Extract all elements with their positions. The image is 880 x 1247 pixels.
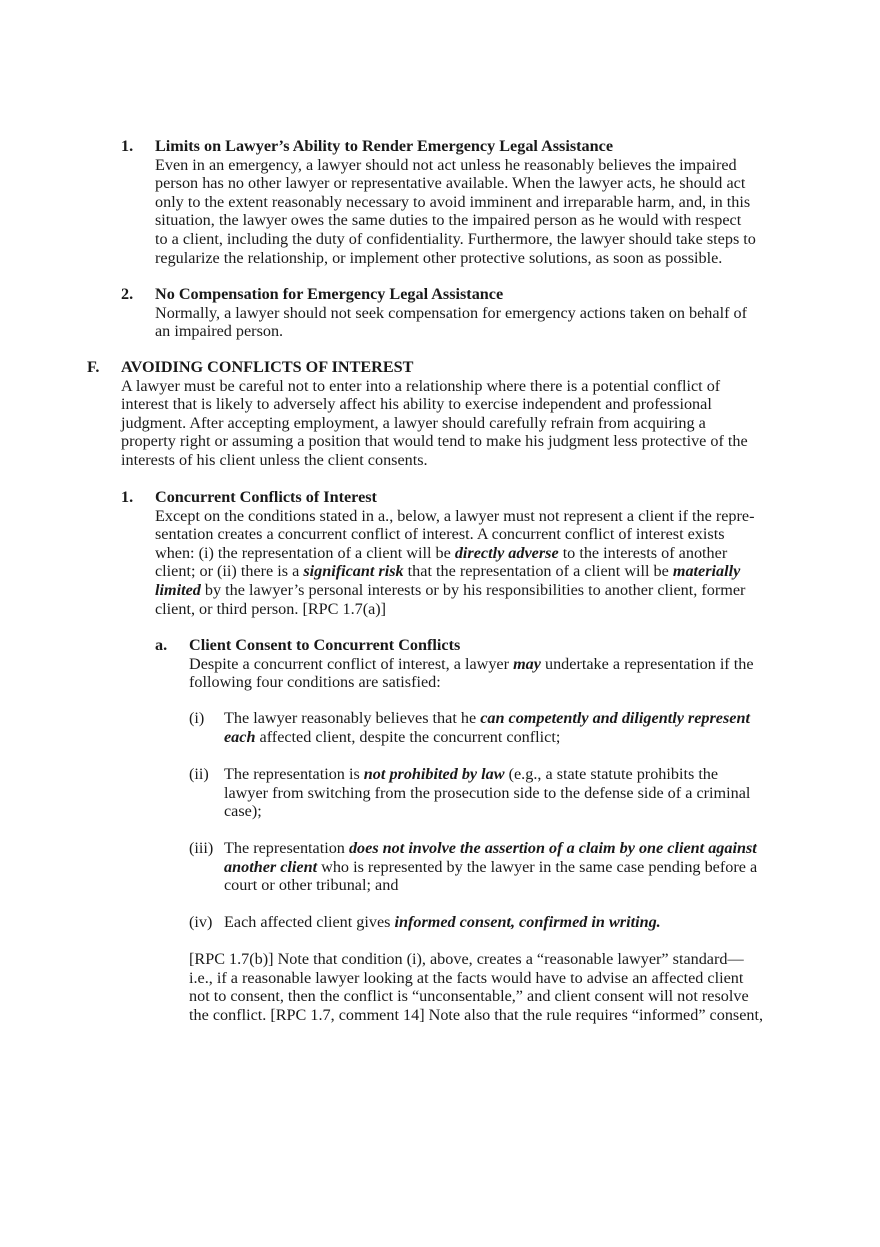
emphasis: materially <box>672 562 741 581</box>
closing-paragraph <box>189 950 824 1024</box>
text-run: (e.g., a state statute prohibits the <box>504 765 719 783</box>
concurrent-line: sentation creates a concurrent conflict of interest. A concurrent conflict of interest exists <box>155 525 725 544</box>
client-consent <box>189 636 819 692</box>
condition-line: case); <box>224 802 262 821</box>
emphasis: does not involve the assertion of a claim by one client against <box>348 839 757 857</box>
section-2-number: 2. <box>121 285 134 303</box>
closing-line: i.e., if a reasonable lawyer looking at the facts would have to advise an affected client <box>189 968 744 987</box>
section-1 <box>155 137 815 267</box>
emphasis: can competently and diligently represent <box>480 709 750 727</box>
section-f-line: interest that is likely to adversely affect his ability to exercise independent and professional <box>121 395 712 414</box>
condition-line <box>224 709 824 728</box>
text-run: to the interests of another <box>558 543 728 562</box>
section-f-line: judgment. After accepting employment, a lawyer should carefully refrain from acquiring a <box>121 413 706 432</box>
text-run: affected client, despite the concurrent conflict; <box>255 727 561 746</box>
condition-iv <box>224 913 824 932</box>
text-run: by the lawyer’s personal interests or by his responsibilities to another client, former <box>200 580 746 599</box>
condition-iii <box>224 839 824 895</box>
client-consent-line: following four conditions are satisfied: <box>189 673 441 692</box>
text-run: The lawyer reasonably believes that he <box>224 709 481 727</box>
subsection-a-letter: a. <box>155 636 168 654</box>
condition-i-label: (i) <box>189 709 205 727</box>
subsection-1-number: 1. <box>121 488 134 506</box>
condition-iii-label: (iii) <box>189 839 214 857</box>
concurrent-line: Except on the conditions stated in a., below, a lawyer must not represent a client if the repre- <box>155 506 755 525</box>
emphasis: not prohibited by law <box>363 765 505 783</box>
condition-line <box>224 913 824 932</box>
text-run: Despite a concurrent conflict of interest, a lawyer <box>189 654 514 673</box>
concurrent-line <box>155 581 820 600</box>
section-2-heading: No Compensation for Emergency Legal Assistance <box>155 285 504 303</box>
section-2-line: an impaired person. <box>155 322 284 341</box>
concurrent-conflicts-heading: Concurrent Conflicts of Interest <box>155 488 377 506</box>
client-consent-heading: Client Consent to Concurrent Conflicts <box>189 636 461 654</box>
emphasis: significant risk <box>303 562 404 581</box>
section-2-line: Normally, a lawyer should not seek compensation for emergency actions taken on behalf of <box>155 303 748 322</box>
section-1-line: regularize the relationship, or implement other protective solutions, as soon as possible. <box>155 248 723 267</box>
text-run: that the representation of a client will be <box>403 562 673 581</box>
section-2 <box>155 285 815 341</box>
emphasis: may <box>513 654 541 673</box>
text-run: The representation is <box>224 765 364 783</box>
emphasis: limited <box>155 580 201 599</box>
emphasis: informed consent, confirmed in writing. <box>394 913 661 931</box>
section-1-heading: Limits on Lawyer’s Ability to Render Emergency Legal Assistance <box>155 137 614 155</box>
condition-line: court or other tribunal; and <box>224 876 399 895</box>
condition-iv-label: (iv) <box>189 913 213 931</box>
client-consent-line <box>189 655 819 674</box>
section-1-line: only to the extent reasonably necessary to avoid imminent and irreparable harm, and, in this <box>155 192 751 211</box>
text-run: client; or (ii) there is a <box>155 562 304 581</box>
closing-line: not to consent, then the conflict is “unconsentable,” and client consent will not resolve <box>189 987 749 1006</box>
text-run: who is represented by the lawyer in the same case pending before a <box>317 857 758 876</box>
emphasis: each <box>224 727 256 746</box>
condition-line <box>224 858 824 877</box>
concurrent-line <box>155 562 820 581</box>
section-1-line: Even in an emergency, a lawyer should not act unless he reasonably believes the impaired <box>155 155 737 174</box>
section-f-line: A lawyer must be careful not to enter into a relationship where there is a potential conflict of <box>121 376 721 395</box>
section-f-line: property right or assuming a position that would tend to make his judgment less protective of the <box>121 432 748 451</box>
condition-ii-label: (ii) <box>189 765 209 783</box>
text-run: The representation <box>224 839 349 857</box>
condition-line <box>224 839 824 858</box>
text-run: undertake a representation if the <box>540 654 754 673</box>
section-f-heading: AVOIDING CONFLICTS OF INTEREST <box>121 358 414 376</box>
condition-ii <box>224 765 824 821</box>
emphasis: another client <box>224 857 318 876</box>
condition-line <box>224 728 824 747</box>
section-1-line: to a client, including the duty of confidentiality. Furthermore, the lawyer should take steps to <box>155 229 756 248</box>
section-1-number: 1. <box>121 137 134 155</box>
condition-line <box>224 765 824 784</box>
section-f <box>121 358 821 470</box>
closing-line: the conflict. [RPC 1.7, comment 14] Note also that the rule requires “informed” consent, <box>189 1005 764 1024</box>
section-f-line: interests of his client unless the client consents. <box>121 450 428 469</box>
text-run: Each affected client gives <box>224 913 395 931</box>
concurrent-line <box>155 544 820 563</box>
condition-line: lawyer from switching from the prosecution side to the defense side of a criminal <box>224 783 751 802</box>
section-1-line: person has no other lawyer or representative available. When the lawyer acts, he should act <box>155 174 746 193</box>
text-run: when: (i) the representation of a client will be <box>155 543 455 562</box>
section-f-letter: F. <box>87 358 100 376</box>
concurrent-line: client, or third person. [RPC 1.7(a)] <box>155 599 387 618</box>
condition-i <box>224 709 824 746</box>
concurrent-conflicts <box>155 488 820 618</box>
emphasis: directly adverse <box>454 543 559 562</box>
closing-line: [RPC 1.7(b)] Note that condition (i), above, creates a “reasonable lawyer” standard— <box>189 950 744 968</box>
section-1-line: situation, the lawyer owes the same duties to the impaired person as he would with respect <box>155 211 742 230</box>
